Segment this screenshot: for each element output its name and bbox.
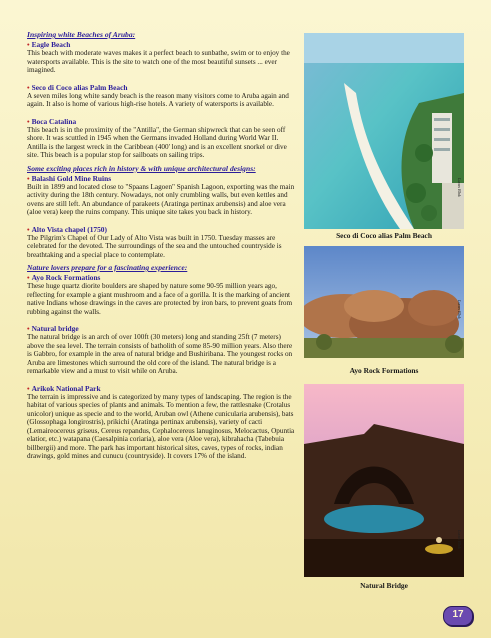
section-title	[27, 225, 297, 234]
beaches-intro-heading: Inspiring white Beaches of Aruba:	[27, 30, 136, 39]
section-body: Built in 1899 and located close to "Spaans Lagoen" Spanish Lagoon, exporting was the main activity during the 18th century. Nowadays, not only crumbling walls, but even kettles and ovens are still left. An abundance of parakeets (Aratinga pertinax arubensis) and aloe vera (aloe vera) keep the ruins company. This unique site takes you back in history.	[27, 182, 295, 216]
section-title-text: Balashi Gold Mine Ruins	[31, 173, 112, 183]
section-title-text: Boca Catalina	[31, 116, 77, 126]
section-arikok	[27, 384, 297, 461]
bullet-icon: •	[27, 40, 30, 49]
section-title-text: Alto Vista chapel (1750)	[31, 224, 107, 234]
section-boca-catalina	[27, 117, 297, 160]
page-number-badge	[443, 606, 473, 626]
page-number: 17	[452, 609, 464, 620]
section-body: This beach with moderate waves makes it a perfect beach to sunbathe, swim or to enjoy the watersports available. This is the site to watch one of the most beautiful sunsets ... ever imagined.	[27, 49, 290, 74]
bullet-icon: •	[27, 383, 30, 393]
section-title	[27, 384, 297, 393]
photo-caption: Natural Bridge	[360, 581, 408, 590]
section-body: These huge quartz diorite boulders are shaped by nature some 90-95 million years ago, reflecting for example a giant mushroom and a face of a gorilla. It is the marking of ancient native Indians whose drawings in the caves are protected by iron bars, to prevent goats from rubbing against the walls.	[27, 282, 293, 316]
palm-beach-image	[304, 33, 464, 229]
ayo-rocks-photo	[304, 246, 464, 358]
ayo-rocks-image	[304, 246, 464, 358]
section-title	[27, 273, 297, 282]
photo-credit: Lucas Blok	[457, 300, 462, 319]
bullet-icon: •	[27, 224, 30, 234]
bullet-icon: •	[27, 173, 30, 183]
section-body: The terrain is impressive and is categorized by many types of landscaping. The region is the habitat of various species of plants and animals. To mention a few, the rattlesnake (Crotalus unicolor) unique as specie and to the world, Aruban owl (Athene cunicularia arubensis), bats (Glossophaga longirostris), prikichi (Aratinga pertinax arubensis), variety of cacti (Lemaireocereus griseus, Cereus repandus, Cephalocereus lanuginosus, Melocactus, Opuntia elatior, etc.) watapana (Caesalpinia coriaria), aloe vera (Aloe vera), kibrahacha (Tabebuia billbergii) and more. The park has important historical sites, caves, types of rocks, indian drawings, gold mines and cunucu (countryside). It covers 17% of the island.	[27, 392, 295, 460]
section-body: The natural bridge is an arch of over 100ft (30 meters) long and standing 25ft (7 meters) above the sea level. The terrain consists of batholith of some 85-90 million years. Also there is Gabbro, for example in the area of natural bridge and Bushiribana. The youngest rocks on Aruba are limestones which surround the old core of the island. The natural bridge is a remarkable view and a must to visit while on Aruba.	[27, 333, 293, 375]
section-eagle-beach	[27, 40, 297, 75]
bullet-icon: •	[27, 324, 30, 333]
section-title	[27, 40, 297, 49]
section-title-text: Ayo Rock Formations	[31, 273, 101, 282]
section-palm-beach	[27, 83, 297, 109]
section-title	[27, 324, 297, 333]
article-column	[27, 30, 297, 469]
section-title-text: Eagle Beach	[31, 40, 71, 49]
section-natural-bridge	[27, 324, 297, 376]
bullet-icon: •	[27, 273, 30, 282]
section-body: A seven miles long white sandy beach is the reason many visitors come to Aruba again and again. It also is home of various high-rise hotels. A variety of watersports is available.	[27, 91, 289, 108]
section-title-text: Arikok National Park	[31, 383, 101, 393]
photo-credit: Lucas Blok	[457, 530, 462, 549]
nature-intro-heading: Nature lovers prepare for a fascinating experience:	[27, 263, 188, 272]
history-intro-heading: Some exciting places rich in history & with unique architectural designs:	[27, 163, 256, 173]
photo-caption: Seco di Coco alias Palm Beach	[336, 231, 432, 240]
photo-caption: Ayo Rock Formations	[349, 366, 419, 375]
section-title	[27, 174, 297, 183]
section-title	[27, 83, 297, 92]
natural-bridge-photo	[304, 384, 464, 577]
section-ayo	[27, 273, 297, 316]
section-body: The Pilgrim's Chapel of Our Lady of Alto Vista was built in 1750. Tuesday masses are celebrated for the devoted. The surroundings of the sea and the untouched countryside is breathtaking and a special place to contemplate.	[27, 233, 282, 259]
bullet-icon: •	[27, 82, 30, 92]
section-balashi	[27, 174, 297, 217]
section-body: This beach is in the proximity of the "Antilla", the German shipwreck that can be seen off shore. It was scuttled in 1945 when the Germans invaded Holland during World War II. Antilla is the largest wreck in the Caribbean (400' long) and is an excellent snorkel or dive site. This beach is a popular stop for sailboats on sailing trips.	[27, 125, 287, 159]
section-title-text: Natural bridge	[31, 324, 79, 333]
section-title	[27, 117, 297, 126]
natural-bridge-image	[304, 384, 464, 577]
photo-credit: Lucas Blok	[457, 178, 462, 197]
palm-beach-photo	[304, 33, 464, 229]
bullet-icon: •	[27, 116, 30, 126]
section-title-text: Seco di Coco alias Palm Beach	[31, 82, 128, 92]
section-alto-vista	[27, 225, 297, 260]
